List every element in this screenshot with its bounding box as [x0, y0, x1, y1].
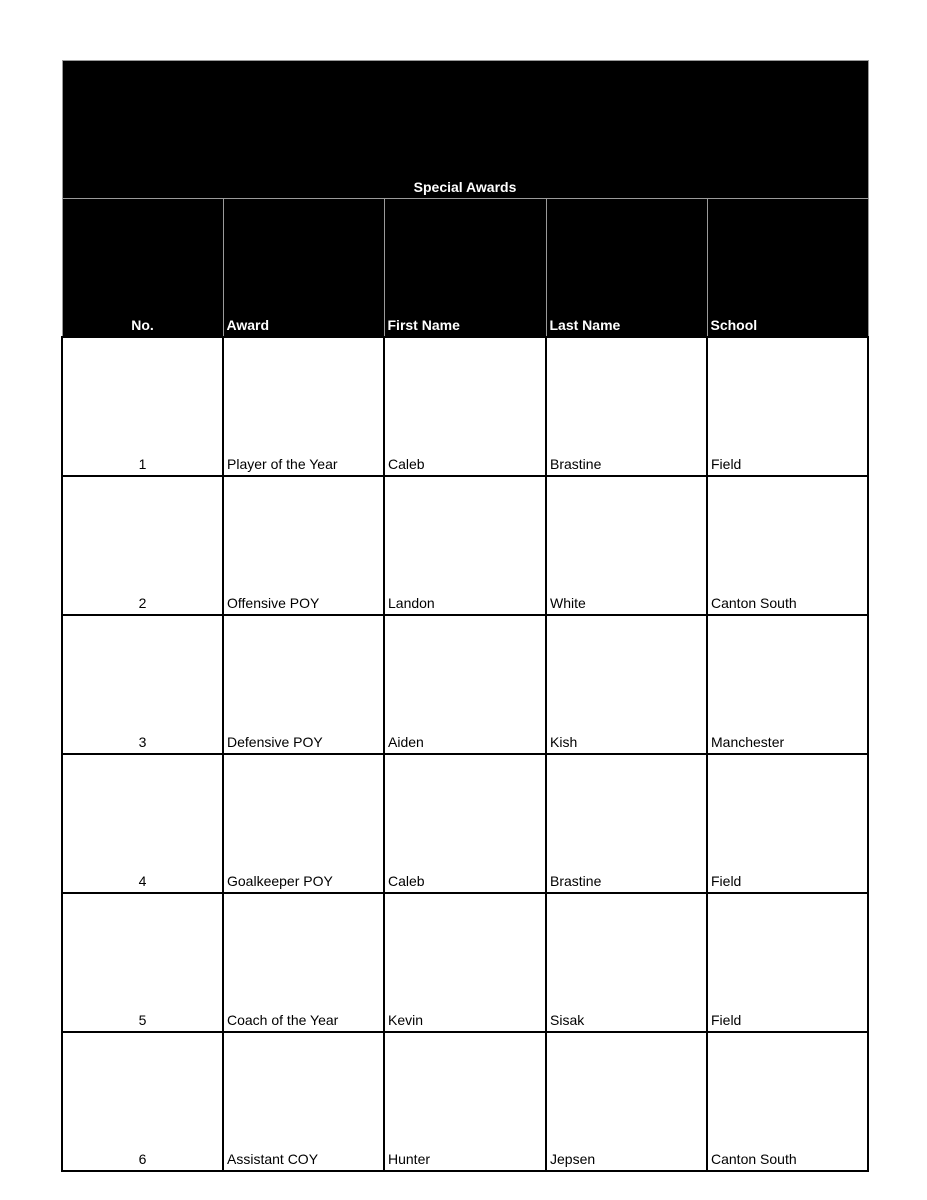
cell-award: Offensive POY [223, 476, 384, 615]
cell-first-name: Landon [384, 476, 546, 615]
cell-no: 6 [62, 1032, 223, 1171]
cell-award: Coach of the Year [223, 893, 384, 1032]
table-header-row [62, 199, 868, 338]
table-title: Special Awards [62, 61, 868, 199]
cell-school: Field [707, 893, 868, 1032]
cell-last-name: Kish [546, 615, 707, 754]
cell-school: Manchester [707, 615, 868, 754]
cell-award: Assistant COY [223, 1032, 384, 1171]
cell-no: 1 [62, 337, 223, 476]
cell-first-name: Hunter [384, 1032, 546, 1171]
cell-no: 5 [62, 893, 223, 1032]
awards-table [61, 60, 869, 1172]
table-title-row [62, 61, 868, 199]
cell-award: Defensive POY [223, 615, 384, 754]
cell-last-name: Brastine [546, 754, 707, 893]
table-row [62, 476, 868, 615]
cell-last-name: Sisak [546, 893, 707, 1032]
cell-first-name: Caleb [384, 754, 546, 893]
cell-school: Field [707, 754, 868, 893]
table-row [62, 1032, 868, 1171]
cell-last-name: White [546, 476, 707, 615]
cell-school: Canton South [707, 476, 868, 615]
cell-last-name: Brastine [546, 337, 707, 476]
cell-no: 4 [62, 754, 223, 893]
table-row [62, 337, 868, 476]
column-header-school: School [707, 199, 868, 338]
table-row [62, 754, 868, 893]
cell-first-name: Caleb [384, 337, 546, 476]
cell-school: Field [707, 337, 868, 476]
column-header-first-name: First Name [384, 199, 546, 338]
cell-award: Player of the Year [223, 337, 384, 476]
column-header-no: No. [62, 199, 223, 338]
cell-first-name: Kevin [384, 893, 546, 1032]
cell-no: 2 [62, 476, 223, 615]
cell-school: Canton South [707, 1032, 868, 1171]
table-row [62, 615, 868, 754]
cell-last-name: Jepsen [546, 1032, 707, 1171]
cell-no: 3 [62, 615, 223, 754]
cell-first-name: Aiden [384, 615, 546, 754]
column-header-last-name: Last Name [546, 199, 707, 338]
table-row [62, 893, 868, 1032]
column-header-award: Award [223, 199, 384, 338]
cell-award: Goalkeeper POY [223, 754, 384, 893]
